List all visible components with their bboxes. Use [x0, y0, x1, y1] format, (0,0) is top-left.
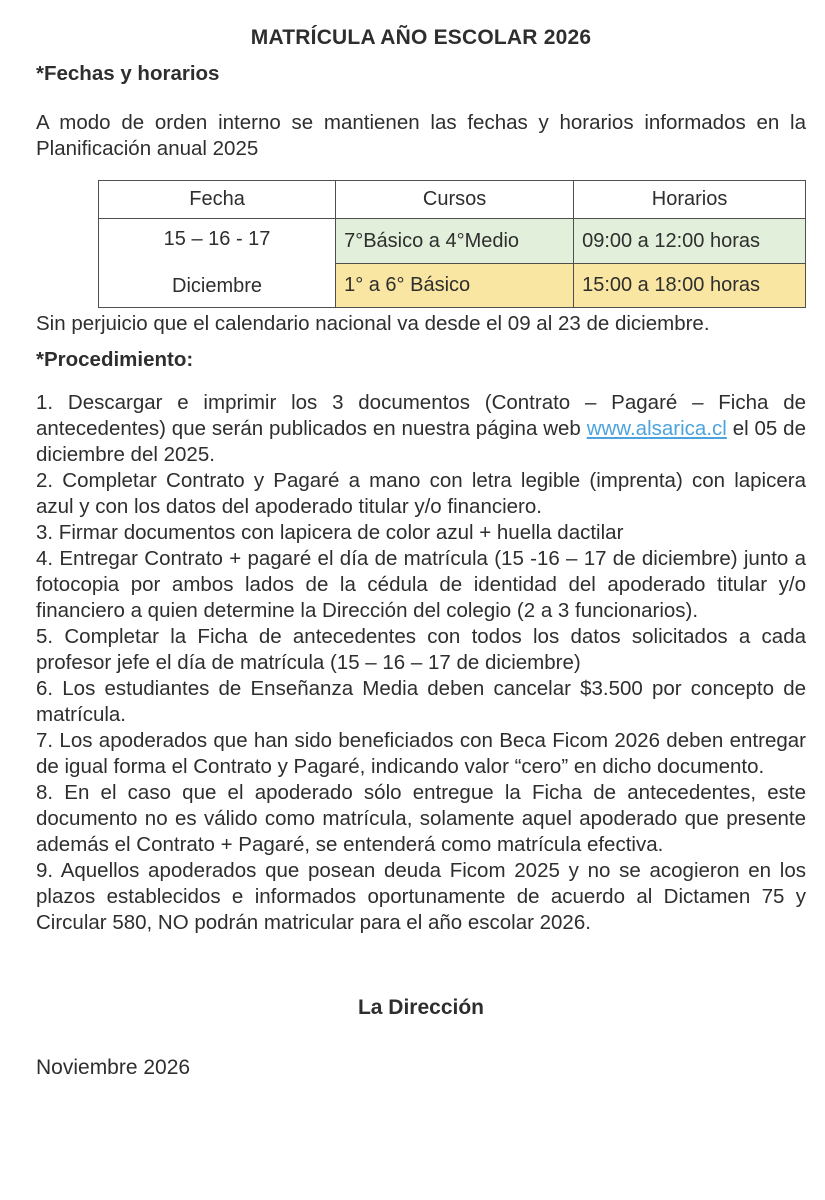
procedure-list — [36, 390, 806, 936]
item-1-text-pre: 1. Descargar e imprimir los 3 documentos (Contrato – Pagaré – Ficha de antecedentes) que serán publicados en nuestra página web — [36, 391, 806, 440]
header-cursos: Cursos — [336, 181, 574, 219]
procedure-item-7: 7. Los apoderados que han sido beneficiados con Beca Ficom 2026 deben entregar de igual forma el Contrato y Pagaré, indicando valor “cero” en dicho documento. — [36, 729, 806, 778]
procedure-heading: *Procedimiento: — [36, 348, 194, 371]
schedule-table — [98, 180, 806, 308]
website-link[interactable]: www.alsarica.cl — [586, 417, 727, 440]
intro-paragraph: A modo de orden interno se mantienen las fechas y horarios informados en la Planificación anual 2025 — [36, 111, 806, 160]
horario-cell-tarde: 15:00 a 18:00 horas — [574, 264, 806, 308]
fechas-heading: *Fechas y horarios — [36, 62, 220, 85]
procedure-item-3: 3. Firmar documentos con lapicera de color azul + huella dactilar — [36, 521, 624, 544]
procedure-item-8: 8. En el caso que el apoderado sólo entregue la Ficha de antecedentes, este documento no es válido como matrícula, solamente aquel apoderado que presente además el Contrato + Pagaré, se entenderá como matrícula efectiva. — [36, 781, 806, 856]
cursos-cell-basica: 1° a 6° Básico — [336, 264, 574, 308]
header-horarios: Horarios — [574, 181, 806, 219]
procedure-item-5: 5. Completar la Ficha de antecedentes con todos los datos solicitados a cada profesor jefe el día de matrícula (15 – 16 – 17 de diciembre) — [36, 625, 806, 674]
calendar-note: Sin perjuicio que el calendario nacional va desde el 09 al 23 de diciembre. — [36, 312, 710, 335]
fecha-month: Diciembre — [172, 275, 263, 297]
table-header-row — [99, 181, 806, 219]
cursos-cell-basica-media: 7°Básico a 4°Medio — [336, 219, 574, 264]
fecha-dates: 15 – 16 - 17 — [163, 228, 271, 250]
horario-cell-manana: 09:00 a 12:00 horas — [574, 219, 806, 264]
procedure-item-9: 9. Aquellos apoderados que posean deuda Ficom 2025 y no se acogieron en los plazos establecidos e informados oportunamente de acuerdo al Dictamen 75 y Circular 580, NO podrán matricular para el año escolar 2026. — [36, 859, 806, 934]
procedure-item-1 — [36, 390, 806, 468]
procedure-item-2: 2. Completar Contrato y Pagaré a mano con letra legible (imprenta) con lapicera azul y con los datos del apoderado titular y/o financiero. — [36, 469, 806, 518]
document-date: Noviembre 2026 — [36, 1056, 191, 1079]
page-title: MATRÍCULA AÑO ESCOLAR 2026 — [250, 26, 592, 49]
signature: La Dirección — [357, 996, 485, 1019]
item-1-text-post: el 05 de diciembre del 2025. — [36, 417, 806, 466]
fecha-cell — [99, 219, 336, 308]
table-row — [99, 219, 806, 264]
procedure-item-6: 6. Los estudiantes de Enseñanza Media deben cancelar $3.500 por concepto de matrícula. — [36, 677, 806, 726]
header-fecha: Fecha — [99, 181, 336, 219]
procedure-item-4: 4. Entregar Contrato + pagaré el día de matrícula (15 -16 – 17 de diciembre) junto a fotocopia por ambos lados de la cédula de identidad del apoderado titular y/o financiero a quien determine la Dirección del colegio (2 a 3 funcionarios). — [36, 547, 806, 622]
